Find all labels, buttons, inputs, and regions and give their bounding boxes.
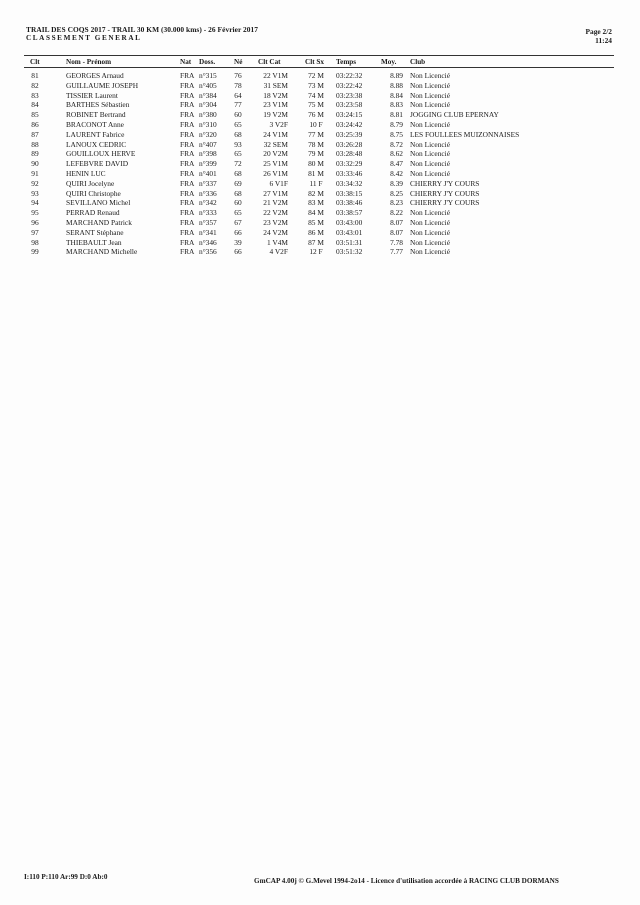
nationality-cell: FRA <box>180 159 195 169</box>
club-cell: Non Licencié <box>410 119 451 129</box>
bib-cell: n°337 <box>199 178 217 188</box>
nationality-cell: FRA <box>180 149 195 159</box>
nationality-cell: FRA <box>180 129 195 139</box>
club-cell: CHIERRY J'Y COURS <box>410 178 480 188</box>
category-rank-cell: 32 SEM <box>263 139 288 149</box>
time-cell: 03:24:42 <box>336 119 363 129</box>
table-row <box>0 238 640 248</box>
bib-cell: n°333 <box>199 208 217 218</box>
sex-rank-cell: 12 F <box>309 247 323 257</box>
sex-rank-cell: 86 M <box>308 227 324 237</box>
bib-cell: n°341 <box>199 227 217 237</box>
sex-rank-cell: 72 M <box>308 71 324 80</box>
ranking-subtitle: CLASSEMENT GENERAL <box>26 34 142 42</box>
time-cell: 03:23:58 <box>336 100 363 110</box>
club-cell: Non Licencié <box>410 149 451 159</box>
sex-rank-cell: 79 M <box>308 149 324 159</box>
rank-cell: 88 <box>31 139 39 149</box>
name-cell: HENIN LUC <box>66 168 106 178</box>
rank-cell: 81 <box>31 71 39 80</box>
col-time: Temps <box>336 58 357 66</box>
birth-year-cell: 68 <box>234 129 242 139</box>
name-cell: LAURENT Fabrice <box>66 129 125 139</box>
nationality-cell: FRA <box>180 110 195 120</box>
name-cell: BRACONOT Anne <box>66 119 124 129</box>
bib-cell: n°401 <box>199 168 217 178</box>
bib-cell: n°384 <box>199 90 217 100</box>
col-name: Nom - Prénom <box>66 58 112 66</box>
rank-cell: 92 <box>31 178 39 188</box>
table-row <box>0 179 640 189</box>
club-cell: Non Licencié <box>410 159 451 169</box>
category-rank-cell: 6 V1F <box>269 178 288 188</box>
table-row <box>0 198 640 208</box>
footer-stats: I:110 P:110 Ar:99 D:0 Ab:0 <box>24 873 108 881</box>
speed-cell: 8.47 <box>390 159 403 169</box>
category-rank-cell: 23 V1M <box>263 100 288 110</box>
time-cell: 03:34:32 <box>336 178 363 188</box>
name-cell: LEFEBVRE DAVID <box>66 159 129 169</box>
speed-cell: 8.75 <box>390 129 403 139</box>
nationality-cell: FRA <box>180 139 195 149</box>
bib-cell: n°346 <box>199 237 217 247</box>
time-cell: 03:32:29 <box>336 159 363 169</box>
category-rank-cell: 3 V2F <box>269 119 288 129</box>
time-cell: 03:24:15 <box>336 110 363 120</box>
speed-cell: 7.77 <box>390 247 403 257</box>
time-cell: 03:25:39 <box>336 129 363 139</box>
name-cell: QUIRI Jocelyne <box>66 178 115 188</box>
speed-cell: 7.78 <box>390 237 403 247</box>
sex-rank-cell: 87 M <box>308 237 324 247</box>
category-rank-cell: 25 V1M <box>263 159 288 169</box>
speed-cell: 8.72 <box>390 139 403 149</box>
col-ne: Né <box>234 58 243 66</box>
bib-cell: n°356 <box>199 247 217 257</box>
table-row <box>0 130 640 140</box>
table-row <box>0 218 640 228</box>
sex-rank-cell: 76 M <box>308 110 324 120</box>
bib-cell: n°336 <box>199 188 217 198</box>
rank-cell: 98 <box>31 237 39 247</box>
club-cell: Non Licencié <box>410 237 451 247</box>
club-cell: Non Licencié <box>410 208 451 218</box>
nationality-cell: FRA <box>180 217 195 227</box>
rank-cell: 91 <box>31 168 39 178</box>
category-rank-cell: 4 V2F <box>269 247 288 257</box>
rank-cell: 82 <box>31 80 39 90</box>
birth-year-cell: 60 <box>234 198 242 208</box>
name-cell: LANOUX CEDRIC <box>66 139 127 149</box>
speed-cell: 8.83 <box>390 100 403 110</box>
speed-cell: 8.22 <box>390 208 403 218</box>
time-cell: 03:43:01 <box>336 227 363 237</box>
name-cell: ROBINET Bertrand <box>66 110 126 120</box>
time-cell: 03:33:46 <box>336 168 363 178</box>
birth-year-cell: 65 <box>234 208 242 218</box>
club-cell: Non Licencié <box>410 90 451 100</box>
speed-cell: 8.07 <box>390 227 403 237</box>
speed-cell: 8.89 <box>390 71 403 80</box>
club-cell: Non Licencié <box>410 139 451 149</box>
bib-cell: n°357 <box>199 217 217 227</box>
birth-year-cell: 78 <box>234 80 242 90</box>
birth-year-cell: 68 <box>234 168 242 178</box>
name-cell: THIEBAULT Jean <box>66 237 122 247</box>
name-cell: BARTHES Sébastien <box>66 100 130 110</box>
club-cell: CHIERRY J'Y COURS <box>410 188 480 198</box>
sex-rank-cell: 78 M <box>308 139 324 149</box>
category-rank-cell: 22 V1M <box>263 71 288 80</box>
race-title: TRAIL DES COQS 2017 - TRAIL 30 KM (30.000 kms) - 26 Février 2017 <box>26 25 259 34</box>
category-rank-cell: 24 V1M <box>263 129 288 139</box>
rank-cell: 90 <box>31 159 39 169</box>
time-cell: 03:38:15 <box>336 188 363 198</box>
name-cell: SEVILLANO Michel <box>66 198 131 208</box>
sex-rank-cell: 80 M <box>308 159 324 169</box>
rank-cell: 97 <box>31 227 39 237</box>
table-row <box>0 169 640 179</box>
nationality-cell: FRA <box>180 237 195 247</box>
time-cell: 03:51:31 <box>336 237 363 247</box>
speed-cell: 8.25 <box>390 188 403 198</box>
nationality-cell: FRA <box>180 247 195 257</box>
club-cell: JOGGING CLUB EPERNAY <box>410 110 499 120</box>
time-cell: 03:22:32 <box>336 71 363 80</box>
results-table <box>0 71 640 257</box>
rank-cell: 94 <box>31 198 39 208</box>
sex-rank-cell: 81 M <box>308 168 324 178</box>
sex-rank-cell: 77 M <box>308 129 324 139</box>
bib-cell: n°320 <box>199 129 217 139</box>
category-rank-cell: 20 V2M <box>263 149 288 159</box>
bib-cell: n°407 <box>199 139 217 149</box>
col-nat: Nat <box>180 58 192 66</box>
sex-rank-cell: 82 M <box>308 188 324 198</box>
col-doss: Doss. <box>199 58 216 66</box>
birth-year-cell: 66 <box>234 247 242 257</box>
club-cell: CHIERRY J'Y COURS <box>410 198 480 208</box>
name-cell: TISSIER Laurent <box>66 90 118 100</box>
club-cell: Non Licencié <box>410 71 451 80</box>
table-row <box>0 228 640 238</box>
category-rank-cell: 21 V2M <box>263 198 288 208</box>
table-row <box>0 149 640 159</box>
club-cell: Non Licencié <box>410 80 451 90</box>
birth-year-cell: 72 <box>234 159 242 169</box>
category-rank-cell: 24 V2M <box>263 227 288 237</box>
sex-rank-cell: 74 M <box>308 90 324 100</box>
speed-cell: 8.39 <box>390 178 403 188</box>
nationality-cell: FRA <box>180 80 195 90</box>
rank-cell: 96 <box>31 217 39 227</box>
speed-cell: 8.07 <box>390 217 403 227</box>
table-row <box>0 120 640 130</box>
speed-cell: 8.81 <box>390 110 403 120</box>
rank-cell: 84 <box>31 100 39 110</box>
rank-cell: 86 <box>31 119 39 129</box>
page-number: Page 2/2 <box>585 27 612 36</box>
print-time: 11:24 <box>595 36 612 45</box>
sex-rank-cell: 84 M <box>308 208 324 218</box>
rank-cell: 85 <box>31 110 39 120</box>
birth-year-cell: 64 <box>234 90 242 100</box>
name-cell: GOUILLOUX HERVE <box>66 149 136 159</box>
table-row <box>0 159 640 169</box>
speed-cell: 8.62 <box>390 149 403 159</box>
rank-cell: 89 <box>31 149 39 159</box>
category-rank-cell: 22 V2M <box>263 208 288 218</box>
birth-year-cell: 77 <box>234 100 242 110</box>
time-cell: 03:51:32 <box>336 247 363 257</box>
nationality-cell: FRA <box>180 208 195 218</box>
sex-rank-cell: 10 F <box>309 119 323 129</box>
nationality-cell: FRA <box>180 178 195 188</box>
table-row <box>0 100 640 110</box>
nationality-cell: FRA <box>180 100 195 110</box>
footer-credit: GmCAP 4.00j © G.Mevel 1994-2o14 - Licence d'utilisation accordée à RACING CLUB DORMANS <box>254 877 559 885</box>
bib-cell: n°399 <box>199 159 217 169</box>
name-cell: MARCHAND Patrick <box>66 217 132 227</box>
name-cell: GEORGES Arnaud <box>66 71 124 80</box>
category-rank-cell: 31 SEM <box>263 80 288 90</box>
category-rank-cell: 23 V2M <box>263 217 288 227</box>
category-rank-cell: 27 V1M <box>263 188 288 198</box>
speed-cell: 8.42 <box>390 168 403 178</box>
club-cell: Non Licencié <box>410 247 451 257</box>
table-row <box>0 140 640 150</box>
nationality-cell: FRA <box>180 227 195 237</box>
speed-cell: 8.84 <box>390 90 403 100</box>
col-club: Club <box>410 58 426 66</box>
category-rank-cell: 18 V2M <box>263 90 288 100</box>
col-cat: Clt Cat <box>258 58 281 66</box>
sex-rank-cell: 73 M <box>308 80 324 90</box>
table-row <box>0 81 640 91</box>
time-cell: 03:22:42 <box>336 80 363 90</box>
name-cell: SERANT Stéphane <box>66 227 124 237</box>
col-sx: Clt Sx <box>305 58 324 66</box>
category-rank-cell: 19 V2M <box>263 110 288 120</box>
birth-year-cell: 67 <box>234 217 242 227</box>
name-cell: QUIRI Christophe <box>66 188 121 198</box>
speed-cell: 8.88 <box>390 80 403 90</box>
rank-cell: 95 <box>31 208 39 218</box>
speed-cell: 8.79 <box>390 119 403 129</box>
col-clt: Clt <box>30 58 40 66</box>
birth-year-cell: 76 <box>234 71 242 80</box>
birth-year-cell: 68 <box>234 188 242 198</box>
col-moy: Moy. <box>381 58 397 66</box>
birth-year-cell: 39 <box>234 237 242 247</box>
club-cell: Non Licencié <box>410 168 451 178</box>
club-cell: Non Licencié <box>410 100 451 110</box>
rank-cell: 87 <box>31 129 39 139</box>
rank-cell: 93 <box>31 188 39 198</box>
time-cell: 03:38:57 <box>336 208 363 218</box>
sex-rank-cell: 83 M <box>308 198 324 208</box>
nationality-cell: FRA <box>180 188 195 198</box>
header-rule-top <box>24 55 614 56</box>
bib-cell: n°398 <box>199 149 217 159</box>
sex-rank-cell: 85 M <box>308 217 324 227</box>
time-cell: 03:38:46 <box>336 198 363 208</box>
birth-year-cell: 60 <box>234 110 242 120</box>
birth-year-cell: 93 <box>234 139 242 149</box>
bib-cell: n°380 <box>199 110 217 120</box>
time-cell: 03:26:28 <box>336 139 363 149</box>
bib-cell: n°310 <box>199 119 217 129</box>
bib-cell: n°342 <box>199 198 217 208</box>
sex-rank-cell: 75 M <box>308 100 324 110</box>
nationality-cell: FRA <box>180 168 195 178</box>
time-cell: 03:43:00 <box>336 217 363 227</box>
time-cell: 03:28:48 <box>336 149 363 159</box>
time-cell: 03:23:38 <box>336 90 363 100</box>
nationality-cell: FRA <box>180 90 195 100</box>
table-row <box>0 71 640 81</box>
header-rule-bottom <box>24 67 614 68</box>
birth-year-cell: 69 <box>234 178 242 188</box>
sex-rank-cell: 11 F <box>309 178 323 188</box>
name-cell: MARCHAND Michelle <box>66 247 138 257</box>
bib-cell: n°304 <box>199 100 217 110</box>
rank-cell: 99 <box>31 247 39 257</box>
club-cell: Non Licencié <box>410 227 451 237</box>
table-row <box>0 110 640 120</box>
birth-year-cell: 65 <box>234 119 242 129</box>
club-cell: Non Licencié <box>410 217 451 227</box>
speed-cell: 8.23 <box>390 198 403 208</box>
nationality-cell: FRA <box>180 71 195 80</box>
bib-cell: n°315 <box>199 71 217 80</box>
table-row <box>0 91 640 101</box>
nationality-cell: FRA <box>180 198 195 208</box>
club-cell: LES FOULLEES MUIZONNAISES <box>410 129 520 139</box>
birth-year-cell: 66 <box>234 227 242 237</box>
table-row <box>0 208 640 218</box>
name-cell: PERRAD Renaud <box>66 208 120 218</box>
rank-cell: 83 <box>31 90 39 100</box>
table-row <box>0 247 640 257</box>
category-rank-cell: 26 V1M <box>263 168 288 178</box>
birth-year-cell: 65 <box>234 149 242 159</box>
table-row <box>0 189 640 199</box>
category-rank-cell: 1 V4M <box>266 237 288 247</box>
name-cell: GUILLAUME JOSEPH <box>66 80 139 90</box>
bib-cell: n°405 <box>199 80 217 90</box>
nationality-cell: FRA <box>180 119 195 129</box>
